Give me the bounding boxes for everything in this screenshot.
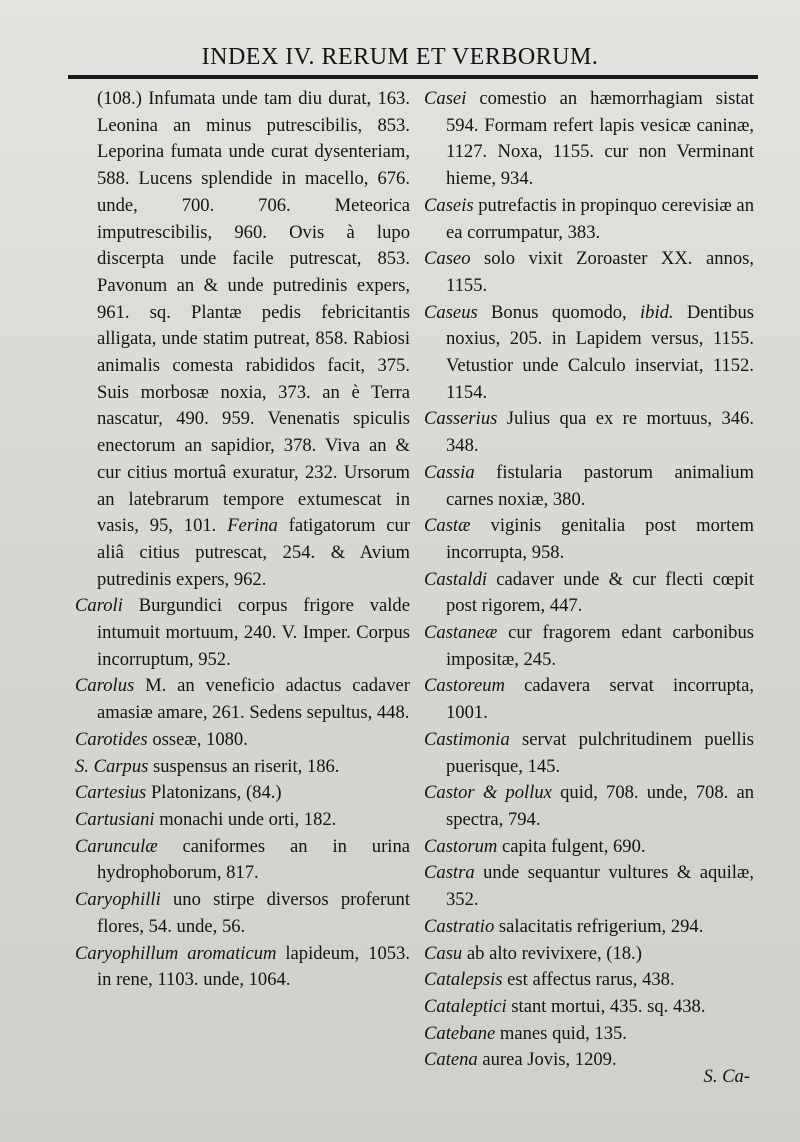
entry-headword: Casserius	[424, 408, 498, 430]
left-column	[75, 86, 410, 994]
entry-headword: Castorum	[424, 835, 498, 857]
entry-headword: Caseo	[424, 248, 471, 270]
entry-text: putrefactis in propinquo cerevisiæ an ea corrumpatur, 383.	[446, 194, 754, 243]
entry-text: stant mortui, 435. sq. 438.	[506, 995, 706, 1017]
entry-text: fistularia pastorum animalium carnes noxiæ, 380.	[446, 461, 754, 510]
header-rule	[68, 75, 758, 79]
entry-headword: Castaldi	[424, 568, 488, 590]
index-entry	[75, 834, 410, 887]
entry-text: cur fragorem edant carbonibus impositæ, 245.	[446, 622, 754, 670]
entry-text: cadaver unde & cur flecti cœpit post rigorem, 447.	[446, 568, 754, 617]
index-entry	[75, 86, 410, 593]
entry-headword: Castra	[424, 862, 475, 884]
entry-text: Platonizans, (84.)	[146, 782, 282, 804]
index-entry	[424, 941, 754, 968]
index-entry	[424, 567, 754, 620]
entry-text-tail: Dentibus noxius, 205. in Lapidem versus, 1155. Vetustior unde Calculo inserviat, 1152. 1154.	[446, 301, 754, 403]
entry-headword: Castoreum	[424, 675, 505, 697]
entry-text: monachi unde orti, 182.	[154, 808, 337, 830]
entry-text: capita fulgent, 690.	[497, 835, 646, 857]
index-entry	[424, 246, 754, 299]
entry-headword: Castor & pollux	[424, 782, 552, 804]
index-entry	[75, 673, 410, 726]
entry-text: quid, 708. unde, 708. an spectra, 794.	[446, 782, 754, 830]
entry-text: osseæ, 1080.	[147, 728, 248, 750]
entry-headword: Carolus	[75, 675, 135, 697]
entry-text: M. an veneficio adactus cadaver amasiæ amare, 261. Sedens sepultus, 448.	[97, 675, 410, 724]
entry-italic-term: Ferina	[227, 515, 278, 537]
entry-headword: Caryophillum aromaticum	[75, 942, 277, 964]
entry-headword: Catalepsis	[424, 969, 503, 991]
entry-headword: Caseis	[424, 194, 474, 216]
entry-text: cadavera servat incorrupta, 1001.	[446, 675, 754, 724]
index-entry	[75, 727, 410, 754]
entry-text: aurea Jovis, 1209.	[477, 1049, 617, 1071]
entry-text: comestio an hæmorrhagiam sistat 594. Formam refert lapis vesicæ caninæ, 1127. Noxa, 1155. cur non Verminant hieme, 934.	[446, 88, 754, 190]
entry-text: solo vixit Zoroaster XX. annos, 1155.	[446, 248, 754, 296]
entry-headword: Castratio	[424, 915, 495, 937]
index-entry	[424, 673, 754, 726]
entry-headword: Cassia	[424, 461, 475, 483]
entry-text: suspensus an riserit, 186.	[148, 755, 340, 777]
entry-text: unde sequantur vultures & aquilæ, 352.	[446, 862, 754, 911]
index-entry	[424, 727, 754, 780]
entry-headword: Caroli	[75, 595, 123, 617]
entry-headword: Castæ	[424, 515, 471, 537]
index-entry	[75, 593, 410, 673]
entry-headword: Catebane	[424, 1022, 496, 1044]
entry-headword: Carotides	[75, 728, 148, 750]
entry-text: servat pulchritudinem puellis puerisque, 145.	[446, 728, 754, 777]
running-header: INDEX IV. RERUM ET VERBORUM.	[201, 44, 599, 70]
index-entry	[75, 754, 410, 781]
entry-text: Burgundici corpus frigore valde intumuit mortuum, 240. V. Imper. Corpus incorruptum, 952.	[97, 595, 410, 670]
entry-text: viginis genitalia post mortem incorrupta, 958.	[446, 515, 754, 563]
entry-headword: Casu	[424, 942, 463, 964]
index-entry	[424, 406, 754, 459]
index-entry	[424, 914, 754, 941]
entry-headword: Caryophilli	[75, 889, 161, 911]
index-entry	[75, 887, 410, 940]
index-entry	[424, 193, 754, 246]
index-entry	[424, 460, 754, 513]
entry-italic-term: ibid.	[640, 301, 674, 323]
entry-text: salacitatis refrigerium, 294.	[494, 915, 704, 937]
entry-headword: Catena	[424, 1049, 478, 1071]
catchword: S. Ca-	[703, 1066, 750, 1087]
entry-headword: Caseus	[424, 301, 478, 323]
entry-headword: Casei	[424, 88, 467, 109]
entry-text: uno stirpe diversos proferunt flores, 54. unde, 56.	[97, 889, 410, 937]
index-entry	[75, 807, 410, 834]
entry-text: ab alto revivixere, (18.)	[462, 942, 642, 964]
entry-headword: Cataleptici	[424, 995, 507, 1017]
entry-headword: Castimonia	[424, 728, 510, 750]
entry-headword: Cartesius	[75, 782, 147, 804]
index-entry	[75, 941, 410, 994]
entry-headword: Carunculæ	[75, 835, 158, 857]
entry-headword: Castaneæ	[424, 622, 498, 644]
right-column	[424, 86, 754, 1074]
entry-headword: Cartusiani	[75, 808, 155, 830]
entry-text: lapideum, 1053. in rene, 1103. unde, 1064.	[97, 942, 410, 991]
index-entry	[424, 834, 754, 861]
entry-text: Julius qua ex re mortuus, 346. 348.	[446, 408, 754, 457]
index-entry	[424, 967, 754, 994]
index-entry	[424, 620, 754, 673]
entry-text: est affectus rarus, 438.	[502, 969, 675, 991]
index-entry	[424, 1021, 754, 1048]
index-entry	[424, 994, 754, 1021]
entry-text-tail: fatigatorum cur aliâ citius putrescat, 254. & Avium putredinis expers, 962.	[97, 515, 411, 590]
index-entry	[424, 780, 754, 833]
entry-text: (108.) Infumata unde tam diu durat, 163. Leonina an minus putrescibilis, 853. Leporina fumata unde curat dysenteriam, 588. Lucens splendide in macello, 676. unde, 700. 706. Meteorica imputrescibilis, 960. Ovis à lupo discerpta unde facile putrescat, 853. Pavonum an & unde putredinis expers, 961. sq. Plantæ pedis febricitantis alligata, unde statim putreat, 858. Rabiosi animalis comesta rabididos facit, 375. Suis morbosæ noxia, 373. an è Terra nascatur, 490. 959. Venenatis spiculis enectorum an sapidior, 378. Viva an & cur citius mortuâ exuratur, 232. Ursorum an latebrarum tempore extumescat in vasis, 95, 101.	[97, 88, 410, 537]
index-entry	[424, 860, 754, 913]
index-entry	[424, 300, 754, 407]
entry-text: manes quid, 135.	[495, 1022, 627, 1044]
index-entry	[424, 513, 754, 566]
index-entry	[75, 780, 410, 807]
index-entry	[424, 86, 754, 193]
entry-text: caniformes an in urina hydrophoborum, 817.	[97, 835, 410, 884]
entry-headword: S. Carpus	[75, 755, 149, 777]
entry-text: Bonus quomodo,	[477, 301, 640, 323]
